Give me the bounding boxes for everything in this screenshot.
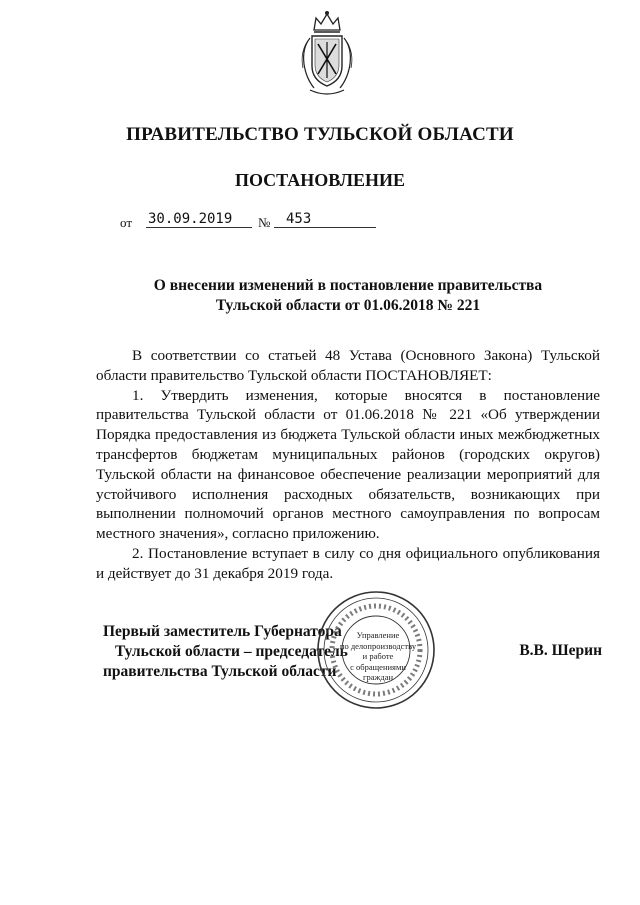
stamp-line-4: с обращениями	[350, 661, 406, 672]
signatory-title	[103, 622, 348, 682]
number-label: №	[258, 215, 271, 230]
government-title: ПРАВИТЕЛЬСТВО ТУЛЬСКОЙ ОБЛАСТИ	[126, 124, 514, 145]
signatory-line-1: Первый заместитель Губернатора	[103, 623, 342, 640]
stamp-line-1: Управление	[356, 630, 400, 640]
date-number-line	[120, 211, 380, 233]
signatory-line-2: Тульской области – председатель	[115, 643, 348, 660]
stamp-inner-text	[336, 630, 420, 683]
document-number: 453	[274, 211, 376, 228]
document-subject	[0, 276, 640, 316]
body-paragraph-2: 1. Утвердить изменения, которые вносятся в постановление правительства Тульской области от 01.06.2018 № 221 «Об утверждении Порядка предоставления из бюджета Тульской области иных межбюджетных трансфертов бюджетам муниципальных районов (городских округов) Тульской области на финансовое обеспечение реализации мероприятий для устойчивого исполнения расходных обязательств, возникающих при выполнении полномочий органов местного самоуправления по вопросам местного значения», согласно приложению.	[96, 386, 600, 543]
stamp-line-3: и работе	[362, 651, 394, 661]
body-paragraph-1: В соответствии со статьей 48 Устава (Основного Закона) Тульской области правительство Тульской области ПОСТАНОВЛЯЕТ:	[96, 347, 600, 384]
subject-line-2: Тульской области от 01.06.2018 № 221	[215, 297, 481, 314]
body-paragraph-3: 2. Постановление вступает в силу со дня официального опубликования и действует до 31 декабря 2019 года.	[96, 544, 600, 582]
document-date: 30.09.2019	[146, 211, 252, 228]
stamp-line-2: по делопроизводству	[339, 640, 417, 651]
subject-line-1: О внесении изменений в постановление правительства	[153, 277, 543, 294]
document-type-title: ПОСТАНОВЛЕНИЕ	[234, 170, 406, 190]
signer-name: В.В. Шерин	[519, 642, 602, 659]
coat-of-arms-emblem	[296, 8, 358, 100]
from-label: от	[120, 215, 133, 230]
stamp-line-5: граждан	[362, 672, 394, 682]
document-body	[96, 346, 600, 584]
signatory-line-3: правительства Тульской области	[103, 663, 337, 680]
